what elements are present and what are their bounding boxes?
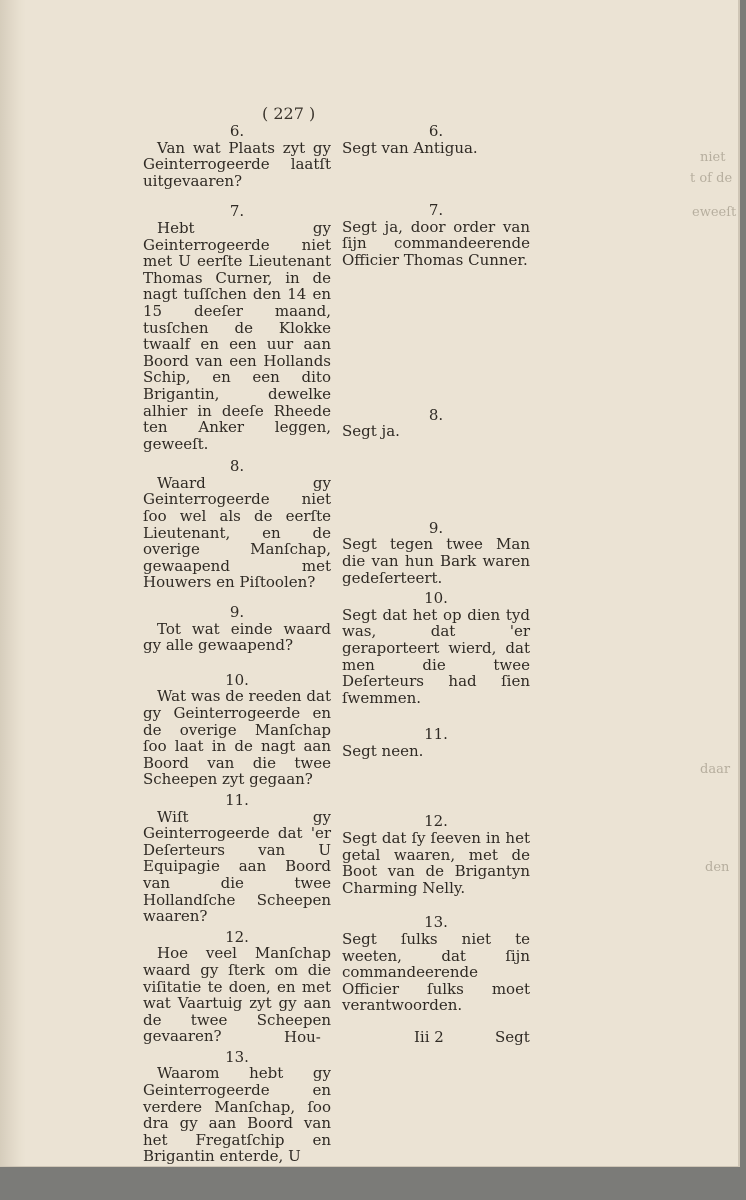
answer-text: Segt neen. (342, 741, 424, 760)
question-text: Wat was de reeden dat gy Geinterrogeerde en de overige Manſchap ſoo laat in de nagt aan Boord van die twee Scheepen zyt gegaan? (143, 687, 331, 789)
questions-column (143, 123, 331, 1165)
answer-text: Segt ja, door order van ſijn commandeerende Officier Thomas Cunner. (342, 217, 530, 269)
answer-number: 11. (424, 725, 448, 744)
answer-12 (342, 813, 530, 896)
hyphenated-continuation: Hou- (284, 1028, 321, 1046)
answer-number: 6. (428, 122, 444, 140)
question-8 (143, 458, 331, 591)
answers-column (342, 123, 530, 1014)
question-number: 11. (225, 790, 249, 809)
answer-text: Segt dat het op dien tyd was, dat 'er geraporteert wierd, dat men die twee Deſerteurs had ſien ſwemmen. (342, 605, 530, 707)
question-9 (143, 604, 331, 654)
catchword: Segt (495, 1028, 530, 1046)
answer-number: 9. (428, 518, 444, 537)
answer-10 (342, 590, 530, 706)
answer-8 (342, 407, 530, 440)
bleed-through-text: niet (700, 150, 726, 165)
question-text: Tot wat einde waard gy alle gewaapend? (143, 619, 331, 655)
question-text: Waarom hebt gy Geinterrogeerde en verdere Manſchap, ſoo dra gy aan Boord van het Fregatſchip en Brigantin enterde, U (143, 1064, 331, 1166)
question-7 (143, 203, 331, 452)
question-text: Van wat Plaats zyt gy Geinterrogeerde laatſt uitgevaaren? (143, 138, 331, 190)
answer-11 (342, 726, 530, 759)
answer-text: Segt tegen twee Man die van hun Bark waren gedeſerteert. (342, 535, 530, 587)
question-text: Hoe veel Manſchap waard gy ſterk om die viſitatie te doen, en met wat Vaartuig zyt gy aan de twee Scheepen gevaaren? (143, 944, 331, 1046)
answer-number: 13. (424, 913, 448, 932)
answer-number: 10. (424, 589, 448, 608)
page-gutter (0, 0, 26, 1166)
question-number: 8. (229, 457, 245, 476)
answer-number: 8. (428, 405, 444, 424)
question-13 (143, 1049, 331, 1165)
answer-text: Segt van Antigua. (342, 138, 478, 157)
question-number: 7. (229, 202, 245, 221)
question-number: 10. (225, 670, 249, 689)
question-6 (143, 123, 331, 189)
answer-number: 7. (428, 201, 444, 220)
bleed-through-text: eweeſt (692, 205, 737, 220)
answer-9 (342, 520, 530, 586)
question-text: Hebt gy Geinterrogeerde niet met U eerſte Lieutenant Thomas Curner, in de nagt tuſſchen den 14 en 15 deeſer maand, tusſchen de Klokke twaalf en een uur aan Boord van een Hollands Schip, en een dito Brigantin, dewelke alhier in deeſe Rheede ten Anker leggen, geweeſt. (143, 218, 331, 453)
answer-6 (342, 123, 530, 156)
bleed-through-text: den (705, 860, 730, 875)
answer-text: Segt ſulks niet te weeten, dat ſijn commandeerende Officier ſulks moet verantwoorden. (342, 930, 530, 1015)
question-text: Waard gy Geinterrogeerde niet ſoo wel als de eerſte Lieutenant, en de overige Manſchap, gewaapend met Houwers en Piſtoolen? (143, 473, 331, 592)
answer-text: Segt dat ſy ſeeven in het getal waaren, met de Boot van de Brigantyn Charming Nelly. (342, 829, 530, 897)
question-number: 12. (225, 927, 249, 946)
bleed-through-text: t of de (690, 171, 733, 186)
question-number: 13. (225, 1047, 249, 1066)
answer-text: Segt ja. (342, 422, 400, 441)
bleed-through-text: daar (700, 762, 731, 777)
answer-13 (342, 914, 530, 1014)
question-number: 9. (229, 603, 245, 622)
question-text: Wiſt gy Geinterrogeerde dat 'er Deſerteurs van U Equipagie aan Boord van die twee Hollandſche Scheepen waaren? (143, 807, 331, 926)
answer-number: 12. (424, 812, 448, 831)
signature-mark: Iii 2 (414, 1028, 444, 1046)
question-number: 6. (229, 122, 245, 140)
question-10 (143, 672, 331, 788)
answer-7 (342, 202, 530, 268)
page-number-header: ( 227 ) (262, 104, 316, 123)
question-11 (143, 792, 331, 925)
